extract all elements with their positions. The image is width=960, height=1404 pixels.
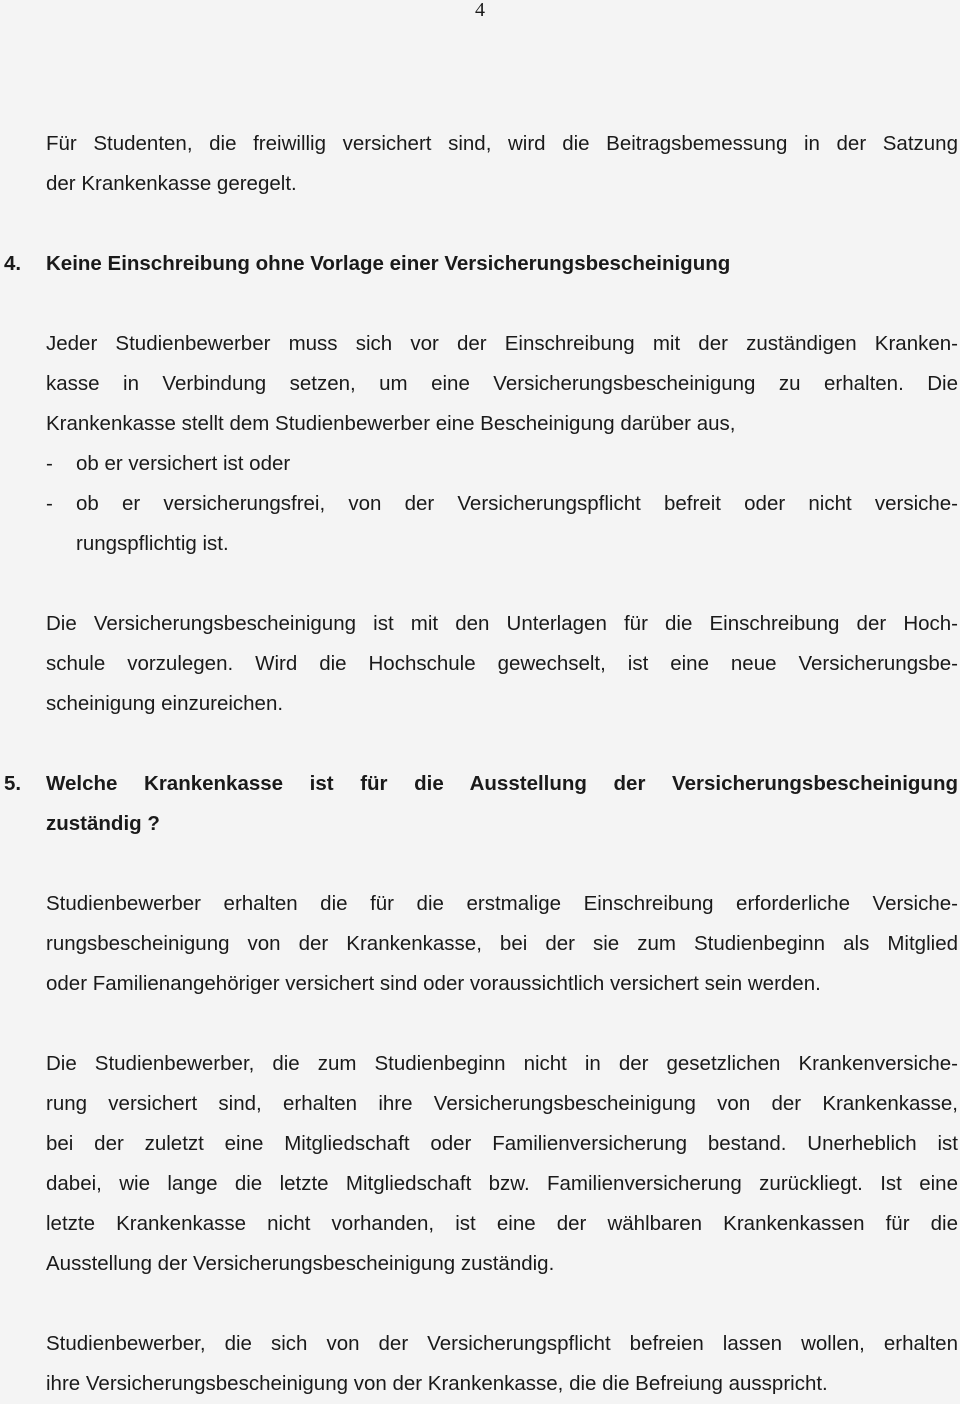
bullet-text: ob er versichert ist oder <box>76 452 291 475</box>
paragraph-2-line: kasse in Verbindung setzen, um eine Versicherungsbescheinigung zu erhalten. Die <box>46 372 958 395</box>
paragraph-5-line: dabei, wie lange die letzte Mitgliedschaft bzw. Familienversicherung zurückliegt. Ist eine <box>46 1172 958 1195</box>
section-5-title: Welche Krankenkasse ist für die Ausstellung der Versicherungsbescheinigung <box>46 772 958 795</box>
paragraph-5-line: Ausstellung der Versicherungsbescheinigung zuständig. <box>46 1252 555 1275</box>
paragraph-5-line: letzte Krankenkasse nicht vorhanden, ist eine der wählbaren Krankenkassen für die <box>46 1212 958 1235</box>
paragraph-3-line: Die Versicherungsbescheinigung ist mit den Unterlagen für die Einschreibung der Hoch- <box>46 612 958 635</box>
bullet-text: rungspflichtig ist. <box>76 532 229 555</box>
paragraph-4-line: oder Familienangehöriger versichert sind oder voraussichtlich versichert sein werden. <box>46 972 821 995</box>
paragraph-3-line: scheinigung einzureichen. <box>46 692 284 715</box>
paragraph-4-line: rungsbescheinigung von der Krankenkasse, bei der sie zum Studienbeginn als Mitglied <box>46 932 958 955</box>
section-4-number: 4. <box>4 252 22 275</box>
paragraph-4-line: Studienbewerber erhalten die für die erstmalige Einschreibung erforderliche Versiche- <box>46 892 958 915</box>
paragraph-5-line: Die Studienbewerber, die zum Studienbeginn nicht in der gesetzlichen Krankenversiche- <box>46 1052 958 1075</box>
paragraph-2-line: Jeder Studienbewerber muss sich vor der Einschreibung mit der zuständigen Kranken- <box>46 332 958 355</box>
page-number: 4 <box>475 0 485 21</box>
bullet-dash: - <box>46 492 53 515</box>
bullet-item <box>46 484 958 524</box>
paragraph-5-line: bei der zuletzt eine Mitgliedschaft oder Familienversicherung bestand. Unerheblich ist <box>46 1132 958 1155</box>
paragraph-2-line: Krankenkasse stellt dem Studienbewerber eine Bescheinigung darüber aus, <box>46 412 736 435</box>
paragraph-1-line: der Krankenkasse geregelt. <box>46 172 297 195</box>
section-5-number: 5. <box>4 772 22 795</box>
paragraph-1-line: Für Studenten, die freiwillig versichert sind, wird die Beitragsbemessung in der Satzung <box>46 132 958 155</box>
bullet-text: ob er versicherungsfrei, von der Versicherungspflicht befreit oder nicht versiche- <box>76 492 958 515</box>
paragraph-6-line: Studienbewerber, die sich von der Versicherungspflicht befreien lassen wollen, erhalten <box>46 1332 958 1355</box>
section-5-heading <box>4 764 958 804</box>
section-4-heading <box>4 244 958 284</box>
paragraph-5-line: rung versichert sind, erhalten ihre Versicherungsbescheinigung von der Krankenkasse, <box>46 1092 958 1115</box>
bullet-item-continuation <box>46 524 958 564</box>
bullet-dash: - <box>46 452 53 475</box>
paragraph-3-line: schule vorzulegen. Wird die Hochschule gewechselt, ist eine neue Versicherungsbe- <box>46 652 958 675</box>
bullet-item <box>46 444 958 484</box>
paragraph-6-line: ihre Versicherungsbescheinigung von der Krankenkasse, die die Befreiung ausspricht. <box>46 1372 828 1395</box>
section-4-title: Keine Einschreibung ohne Vorlage einer Versicherungsbescheinigung <box>46 252 731 275</box>
document-body <box>4 0 958 1397</box>
section-5-heading-continuation: zuständig ? <box>46 812 160 835</box>
